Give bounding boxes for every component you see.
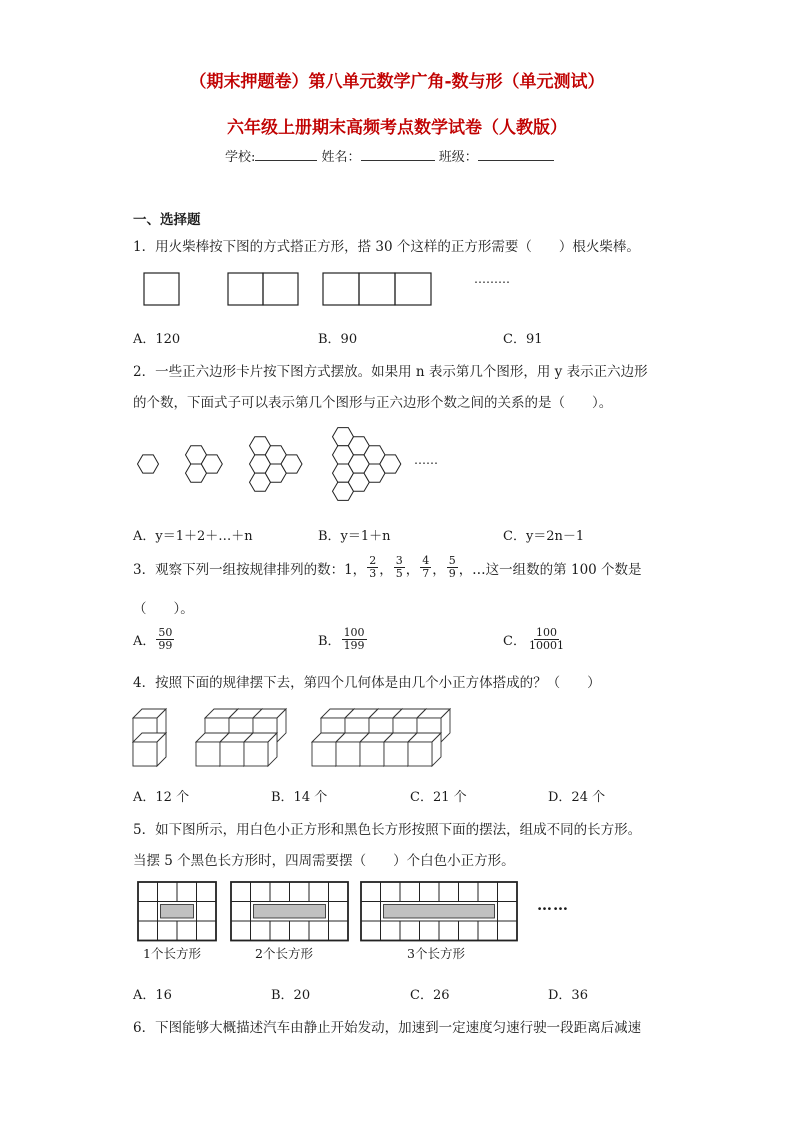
q5-grid-1 [138, 882, 216, 941]
q2-option-a[interactable]: A．y＝1＋2＋…＋n [133, 529, 253, 544]
q5-grid-2 [231, 882, 348, 941]
title-line-2: 六年级上册期末高频考点数学试卷（人教版） [227, 118, 567, 138]
q1-option-a[interactable]: A．120 [133, 332, 181, 347]
black-rectangle [254, 905, 326, 919]
q3-option-a[interactable]: A． $\frac{50}{99}$ [133, 626, 173, 652]
q3-stem-suffix: ，…这一组数的第 100 个数是 [458, 561, 642, 578]
q5-option-a[interactable]: A．16 [133, 988, 172, 1003]
question-2-stem-line-1: 2．一些正六边形卡片按下图方式摆放。如果用 n 表示第几个图形，用 y 表示正六边形 [133, 364, 648, 380]
q5-label-2: 2个长方形 [255, 946, 313, 961]
q3-fraction-3: $\frac{4}{7}$ [422, 554, 430, 580]
q1-option-c[interactable]: C．91 [503, 332, 543, 347]
section-title: 一、选择题 [133, 212, 201, 228]
question-1-stem: 1．用火柴棒按下图的方式搭正方形，搭 30 个这样的正方形需要（ ）根火柴棒。 [133, 239, 640, 255]
question-3-stem-line-2: （ ）。 [133, 601, 194, 617]
q5-option-d[interactable]: D．36 [548, 988, 588, 1003]
question-5-stem-line-2: 当摆 5 个黑色长方形时，四周需要摆（ ）个白色小正方形。 [133, 853, 515, 869]
q5-option-b[interactable]: B．20 [271, 988, 311, 1003]
q1-ellipsis: ……… [474, 272, 510, 286]
q4-option-d[interactable]: D．24 个 [548, 790, 606, 805]
q2-ellipsis: …… [414, 453, 438, 467]
question-2-stem-line-2: 的个数，下面式子可以表示第几个图形与正六边形个数之间的关系的是（ ）。 [133, 395, 613, 411]
school-label: 学校: [225, 150, 256, 165]
question-5-stem-line-1: 5．如下图所示，用白色小正方形和黑色长方形按照下面的摆法，组成不同的长方形。 [133, 822, 642, 838]
q3-stem-prefix: 3．观察下列一组按规律排列的数：1， [133, 561, 367, 578]
q5-ellipsis: …… [537, 896, 569, 914]
q3-fraction-1: $\frac{2}{3}$ [369, 554, 377, 580]
q1-option-b[interactable]: B．90 [318, 332, 358, 347]
q4-option-c[interactable]: C．21 个 [410, 790, 467, 805]
q2-option-b[interactable]: B．y＝1＋n [318, 529, 391, 544]
black-rectangle [161, 905, 194, 919]
name-label: 姓名： [321, 150, 361, 165]
q4-option-b[interactable]: B．14 个 [271, 790, 328, 805]
q3-option-c[interactable]: C． $\frac{100}{10001}$ [503, 626, 564, 652]
q3-fraction-4: $\frac{5}{9}$ [448, 554, 456, 580]
title-line-1: （期末押题卷）第八单元数学广角-数与形（单元测试） [189, 72, 605, 92]
q5-label-1: 1个长方形 [143, 946, 201, 961]
question-6-stem: 6．下图能够大概描述汽车由静止开始发动，加速到一定速度匀速行驶一段距离后减速 [133, 1020, 642, 1036]
question-4-stem: 4．按照下面的规律摆下去，第四个几何体是由几个小正方体搭成的？（ ） [133, 675, 601, 691]
comma: ， [379, 561, 393, 578]
q2-option-c[interactable]: C．y＝2n－1 [503, 529, 585, 544]
q5-option-c[interactable]: C．26 [410, 988, 450, 1003]
q3-option-b[interactable]: B． $\frac{100}{199}$ [318, 626, 365, 652]
class-label: 班级： [438, 150, 478, 165]
black-rectangle [384, 905, 495, 919]
q4-option-a[interactable]: A．12 个 [133, 790, 190, 805]
q5-label-3: 3个长方形 [407, 946, 465, 961]
q3-fraction-2: $\frac{3}{5}$ [395, 554, 403, 580]
comma: ， [432, 561, 446, 578]
q5-grid-3 [361, 882, 517, 941]
comma: ， [405, 561, 420, 578]
